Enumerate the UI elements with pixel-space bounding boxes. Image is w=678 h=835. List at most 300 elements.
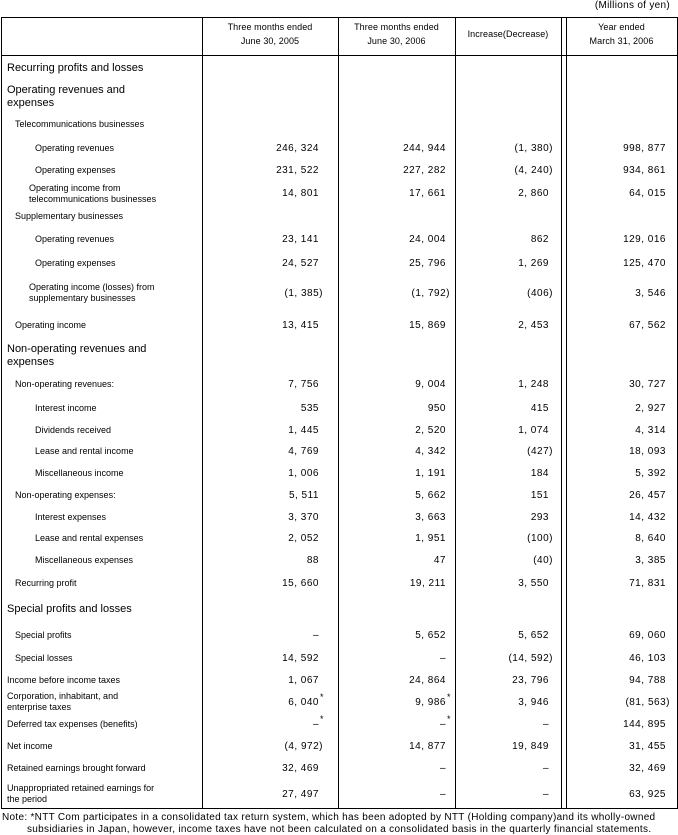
value-text: – — [439, 718, 446, 730]
value-increase-decrease — [515, 143, 553, 154]
value-text: 15, 660 — [282, 578, 319, 589]
value-three-months-2006 — [428, 403, 446, 414]
value-increase-decrease — [531, 512, 549, 523]
footnote — [2, 812, 655, 835]
value-three-months-2005 — [276, 143, 319, 154]
value-three-months-2005-cell — [202, 320, 338, 331]
row-label-line: Miscellaneous expenses — [35, 554, 134, 565]
value-three-months-2006-cell — [338, 675, 455, 686]
value-increase-decrease — [518, 630, 549, 641]
value-text: 3, 370 — [288, 511, 319, 523]
column-header-line: Three months ended — [227, 22, 313, 32]
value-three-months-2005-cell — [202, 578, 338, 589]
value-increase-decrease — [527, 446, 553, 457]
value-text: 7, 756 — [288, 378, 319, 390]
value-three-months-2006 — [409, 234, 446, 245]
value-text: 293 — [530, 511, 549, 523]
row-label-line: Miscellaneous income — [35, 467, 124, 478]
value-three-months-2005-cell — [202, 234, 338, 245]
value-text: 415 — [530, 402, 549, 414]
value-three-months-2006-cell — [338, 320, 455, 331]
value-increase-decrease-cell — [455, 258, 561, 269]
value-text: 63, 925 — [629, 788, 666, 800]
value-three-months-2006-cell — [338, 425, 455, 436]
value-three-months-2006-cell — [338, 165, 455, 176]
value-year-ended-2006-cell — [566, 288, 677, 299]
value-text: 24, 864 — [409, 674, 446, 686]
value-year-ended-2006 — [623, 258, 666, 269]
value-text: 69, 060 — [629, 629, 666, 641]
column-header-line: Increase(Decrease) — [467, 29, 549, 39]
value-year-ended-2006 — [629, 578, 666, 589]
value-year-ended-2006 — [635, 555, 666, 566]
row-label-line: expenses — [7, 96, 55, 109]
value-three-months-2006-cell — [338, 288, 455, 299]
value-text: 3, 546 — [635, 287, 666, 299]
table-row — [1, 757, 677, 780]
row-label-line: Unappropriated retained earnings for — [7, 783, 155, 793]
column-header-line: June 30, 2005 — [240, 36, 300, 46]
row-label-line: Deferred tax expenses (benefits) — [7, 718, 138, 729]
value-three-months-2005-cell — [202, 188, 338, 199]
value-three-months-2006 — [409, 741, 446, 752]
value-three-months-2005 — [288, 446, 319, 457]
row-label-line: the period — [7, 794, 48, 804]
value-three-months-2005 — [282, 234, 319, 245]
value-three-months-2005-cell — [202, 741, 338, 752]
value-year-ended-2006-cell — [566, 697, 677, 708]
row-label — [1, 603, 202, 616]
row-label — [1, 512, 202, 523]
value-three-months-2005 — [285, 288, 323, 299]
value-three-months-2005 — [288, 425, 319, 436]
value-three-months-2006-cell — [338, 741, 455, 752]
value-three-months-2006-cell — [338, 630, 455, 641]
row-label — [1, 403, 202, 414]
value-text: 71, 831 — [629, 578, 666, 589]
value-text: 4, 342 — [415, 446, 446, 457]
row-label-line: Non-operating revenues and — [7, 343, 147, 355]
row-label-line: Dividends received — [35, 424, 112, 435]
value-year-ended-2006 — [623, 165, 666, 176]
value-increase-decrease — [518, 320, 549, 331]
value-three-months-2006 — [415, 630, 446, 641]
column-header-year-ended-2006 — [566, 18, 677, 55]
value-three-months-2006-cell — [338, 234, 455, 245]
units-caption: (Millions of yen) — [594, 0, 670, 11]
value-text: 9, 004 — [415, 378, 446, 390]
table-row — [1, 506, 677, 528]
value-three-months-2006-cell — [338, 490, 455, 501]
value-three-months-2006-cell — [338, 691, 455, 708]
row-label — [1, 343, 202, 369]
value-three-months-2006 — [403, 143, 446, 154]
value-three-months-2006 — [403, 165, 446, 176]
value-year-ended-2006-cell — [566, 379, 677, 390]
row-label-line: enterprise taxes — [7, 702, 72, 712]
value-text: 19, 849 — [512, 740, 549, 752]
value-increase-decrease — [518, 379, 549, 390]
value-text: (1, 792) — [411, 287, 450, 299]
value-three-months-2005 — [282, 653, 319, 664]
row-label-line: Retained earnings brought forward — [7, 763, 146, 773]
value-three-months-2005-cell — [202, 691, 338, 708]
table-row — [1, 647, 677, 669]
value-year-ended-2006-cell — [566, 533, 677, 544]
value-year-ended-2006-cell — [566, 258, 677, 269]
value-increase-decrease — [531, 403, 549, 414]
value-three-months-2005 — [288, 675, 319, 686]
row-label-line: Special losses — [15, 652, 73, 663]
value-text: 4, 314 — [635, 424, 666, 436]
value-text: 1, 269 — [518, 258, 549, 269]
value-text: 8, 640 — [635, 533, 666, 544]
footnote-line: Note: *NTT Com participates in a consolidated tax return system, which has been adopted by NTT (Holding company)and its wholly-owned — [2, 812, 656, 823]
value-year-ended-2006-cell — [566, 188, 677, 199]
value-three-months-2006-cell — [338, 533, 455, 544]
value-text: 26, 457 — [629, 489, 666, 501]
row-label — [1, 165, 202, 176]
value-three-months-2006-cell — [338, 143, 455, 154]
table-row — [1, 691, 677, 713]
value-increase-decrease — [531, 468, 549, 479]
value-increase-decrease-cell — [455, 320, 561, 331]
value-three-months-2006 — [410, 578, 446, 589]
row-label-line: Operating revenues — [35, 142, 115, 153]
value-text: 9, 986 — [415, 696, 446, 708]
value-text: (1, 385) — [284, 287, 323, 299]
value-three-months-2006-cell — [338, 258, 455, 269]
value-year-ended-2006 — [629, 630, 666, 641]
row-label — [1, 62, 202, 75]
row-label — [1, 468, 202, 479]
table-row — [1, 277, 677, 309]
value-increase-decrease — [543, 763, 549, 774]
value-three-months-2005-cell — [202, 165, 338, 176]
value-increase-decrease-cell — [455, 763, 561, 774]
column-header-three-months-2006 — [338, 18, 455, 55]
value-year-ended-2006 — [629, 490, 666, 501]
value-text: 25, 796 — [409, 258, 446, 269]
value-text: 14, 877 — [409, 740, 446, 752]
value-three-months-2005-cell — [202, 653, 338, 664]
table-row — [1, 419, 677, 441]
value-three-months-2005 — [282, 188, 319, 199]
value-year-ended-2006 — [629, 653, 666, 664]
table-row — [1, 484, 677, 506]
value-text: 1, 445 — [288, 424, 319, 436]
value-three-months-2006-cell — [338, 188, 455, 199]
value-text: 184 — [530, 467, 549, 479]
table-row — [1, 441, 677, 462]
value-increase-decrease — [512, 741, 549, 752]
row-label-line: Corporation, inhabitant, and — [7, 691, 119, 701]
value-text: 246, 324 — [276, 142, 319, 154]
value-three-months-2006 — [409, 320, 446, 331]
row-label-line: Operating expenses — [35, 258, 116, 268]
value-three-months-2005 — [307, 555, 319, 566]
footnote-asterisk: * — [447, 691, 451, 702]
value-text: 13, 415 — [282, 319, 319, 331]
value-text: 32, 469 — [282, 763, 319, 774]
value-three-months-2005-cell — [202, 143, 338, 154]
value-increase-decrease-cell — [455, 234, 561, 245]
value-three-months-2005 — [313, 630, 319, 641]
row-label-line: telecommunications businesses — [29, 193, 157, 204]
value-increase-decrease-cell — [455, 719, 561, 730]
value-text: 151 — [530, 489, 549, 501]
value-three-months-2005 — [282, 763, 319, 774]
table-row — [1, 669, 677, 691]
row-label-line: expenses — [7, 356, 55, 368]
value-text: 24, 004 — [409, 233, 446, 245]
value-year-ended-2006-cell — [566, 490, 677, 501]
value-text: 3, 946 — [518, 696, 549, 708]
value-text: 64, 015 — [629, 188, 666, 199]
value-text: 1, 074 — [518, 424, 549, 436]
value-text: 3, 663 — [415, 511, 446, 523]
value-three-months-2005-cell — [202, 446, 338, 457]
value-increase-decrease-cell — [455, 188, 561, 199]
table-row — [1, 250, 677, 277]
value-text: 5, 652 — [415, 629, 446, 641]
value-text: – — [439, 788, 446, 800]
row-label-line: Operating income from — [29, 182, 121, 193]
value-increase-decrease-cell — [455, 555, 561, 566]
table-row — [1, 549, 677, 571]
value-three-months-2006 — [412, 288, 450, 299]
value-three-months-2005 — [301, 403, 319, 414]
value-text: 6, 040 — [288, 696, 319, 708]
value-text: 5, 392 — [635, 467, 666, 479]
row-label — [1, 211, 202, 222]
value-increase-decrease-cell — [455, 653, 561, 664]
value-three-months-2005-cell — [202, 675, 338, 686]
row-label — [1, 675, 202, 686]
value-text: 144, 895 — [623, 718, 666, 730]
value-year-ended-2006 — [629, 741, 666, 752]
value-year-ended-2006-cell — [566, 630, 677, 641]
table-row — [1, 112, 677, 137]
row-label — [1, 533, 202, 544]
row-label — [1, 119, 202, 130]
value-increase-decrease — [533, 555, 553, 566]
column-header-three-months-2005 — [202, 18, 338, 55]
value-three-months-2005-cell — [202, 555, 338, 566]
row-label-line: Operating expenses — [35, 165, 116, 175]
value-year-ended-2006 — [629, 789, 666, 800]
row-label-line: Lease and rental income — [35, 446, 134, 456]
table-row — [1, 462, 677, 484]
value-text: 94, 788 — [629, 674, 666, 686]
value-three-months-2005 — [288, 379, 319, 390]
row-label-line: Operating income — [15, 319, 87, 330]
value-text: 14, 801 — [282, 188, 319, 199]
value-increase-decrease-cell — [455, 446, 561, 457]
value-increase-decrease-cell — [455, 490, 561, 501]
value-text: 2, 860 — [518, 188, 549, 199]
value-three-months-2006-cell — [338, 379, 455, 390]
value-text: 5, 511 — [288, 489, 319, 501]
value-three-months-2005 — [282, 578, 319, 589]
value-text: 950 — [427, 402, 446, 414]
value-increase-decrease — [508, 653, 553, 664]
value-three-months-2005-cell — [202, 763, 338, 774]
row-label-line: Special profits — [15, 629, 72, 640]
value-increase-decrease-cell — [455, 379, 561, 390]
table-row — [1, 571, 677, 596]
value-three-months-2005 — [312, 713, 324, 730]
value-year-ended-2006 — [635, 468, 666, 479]
value-text: 1, 191 — [415, 467, 446, 479]
row-label-line: Non-operating revenues: — [15, 378, 115, 389]
row-label — [1, 783, 202, 805]
row-label — [1, 143, 202, 154]
value-increase-decrease — [515, 165, 553, 176]
value-text: 934, 861 — [623, 165, 666, 176]
table-row — [1, 713, 677, 735]
row-label — [1, 425, 202, 436]
value-three-months-2005 — [276, 165, 319, 176]
footnote-asterisk: * — [320, 691, 324, 702]
row-label-line: Recurring profit — [15, 578, 77, 588]
value-three-months-2006-cell — [338, 763, 455, 774]
value-text: 47 — [433, 554, 446, 566]
table-bottom-border — [1, 808, 678, 809]
value-three-months-2006 — [415, 533, 446, 544]
value-three-months-2005-cell — [202, 288, 338, 299]
value-increase-decrease-cell — [455, 288, 561, 299]
value-text: (406) — [527, 287, 553, 299]
table-row — [1, 623, 677, 647]
value-text: 17, 661 — [409, 188, 446, 199]
value-text: (427) — [527, 446, 553, 457]
row-label — [1, 379, 202, 390]
value-text: 5, 662 — [415, 489, 446, 501]
value-text: – — [439, 652, 446, 664]
value-text: (1, 380) — [514, 142, 553, 154]
row-label — [1, 630, 202, 641]
value-text: (14, 592) — [508, 652, 553, 664]
row-label — [1, 763, 202, 774]
value-year-ended-2006 — [629, 379, 666, 390]
footnote-asterisk: * — [320, 713, 324, 724]
value-increase-decrease — [531, 490, 549, 501]
value-three-months-2006 — [415, 446, 446, 457]
value-three-months-2006 — [440, 763, 446, 774]
value-text: 19, 211 — [409, 578, 446, 589]
value-three-months-2006 — [434, 555, 446, 566]
value-year-ended-2006-cell — [566, 512, 677, 523]
value-increase-decrease-cell — [455, 512, 561, 523]
value-text: (40) — [533, 554, 553, 566]
value-text: 31, 455 — [629, 740, 666, 752]
table-row — [1, 397, 677, 419]
value-year-ended-2006-cell — [566, 320, 677, 331]
section-heading-row — [1, 55, 677, 81]
value-text: (4, 240) — [514, 165, 553, 176]
value-increase-decrease — [518, 425, 549, 436]
table-row — [1, 309, 677, 341]
row-label-line: supplementary businesses — [29, 293, 136, 303]
value-three-months-2006-cell — [338, 555, 455, 566]
row-label-line: Lease and rental expenses — [35, 533, 144, 543]
value-year-ended-2006 — [629, 512, 666, 523]
value-increase-decrease — [512, 675, 549, 686]
value-three-months-2006 — [440, 653, 446, 664]
value-three-months-2006-cell — [338, 512, 455, 523]
value-year-ended-2006 — [629, 763, 666, 774]
value-year-ended-2006 — [635, 533, 666, 544]
value-three-months-2006-cell — [338, 403, 455, 414]
value-increase-decrease-cell — [455, 675, 561, 686]
value-year-ended-2006-cell — [566, 446, 677, 457]
row-label — [1, 234, 202, 245]
footnote-asterisk: * — [447, 713, 451, 724]
value-three-months-2005-cell — [202, 468, 338, 479]
value-text: 862 — [530, 233, 549, 245]
row-label-line: Interest expenses — [35, 511, 107, 522]
value-increase-decrease — [518, 578, 549, 589]
value-text: 88 — [306, 554, 319, 566]
value-year-ended-2006 — [625, 697, 670, 708]
value-three-months-2005 — [288, 512, 319, 523]
row-label — [1, 741, 202, 752]
value-year-ended-2006-cell — [566, 555, 677, 566]
value-three-months-2005-cell — [202, 533, 338, 544]
row-label-line: Recurring profits and losses — [7, 61, 144, 74]
value-three-months-2005-cell — [202, 789, 338, 800]
value-increase-decrease — [543, 789, 549, 800]
value-text: 14, 432 — [629, 511, 666, 523]
value-text: 14, 592 — [282, 652, 319, 664]
table-row — [1, 371, 677, 397]
row-label-line: Special profits and losses — [7, 603, 132, 615]
value-text: 3, 550 — [518, 578, 549, 589]
header-label-cell — [1, 18, 202, 55]
value-three-months-2005-cell — [202, 258, 338, 269]
value-three-months-2005-cell — [202, 490, 338, 501]
value-year-ended-2006 — [629, 675, 666, 686]
value-year-ended-2006 — [629, 188, 666, 199]
value-text: (100) — [527, 533, 553, 544]
table-body — [1, 55, 677, 808]
value-increase-decrease-cell — [455, 697, 561, 708]
column-header-increase-decrease — [455, 18, 561, 55]
value-three-months-2005 — [288, 533, 319, 544]
row-label-line: Telecommunications businesses — [15, 119, 145, 129]
value-text: 67, 562 — [629, 319, 666, 331]
value-text: – — [439, 763, 446, 774]
row-label-line: Interest income — [35, 402, 97, 413]
section-heading-row — [1, 596, 677, 623]
table-row — [1, 780, 677, 808]
table-row — [1, 228, 677, 250]
value-three-months-2006 — [409, 188, 446, 199]
value-year-ended-2006-cell — [566, 653, 677, 664]
value-three-months-2006-cell — [338, 468, 455, 479]
row-label-line: Supplementary businesses — [15, 211, 124, 221]
row-label-line: Operating revenues and — [7, 83, 126, 96]
value-three-months-2006 — [415, 468, 446, 479]
value-three-months-2006-cell — [338, 713, 455, 730]
value-year-ended-2006-cell — [566, 425, 677, 436]
value-text: 23, 796 — [512, 674, 549, 686]
value-increase-decrease-cell — [455, 789, 561, 800]
row-label — [1, 719, 202, 730]
value-text: 4, 769 — [288, 446, 319, 457]
value-year-ended-2006 — [629, 446, 666, 457]
